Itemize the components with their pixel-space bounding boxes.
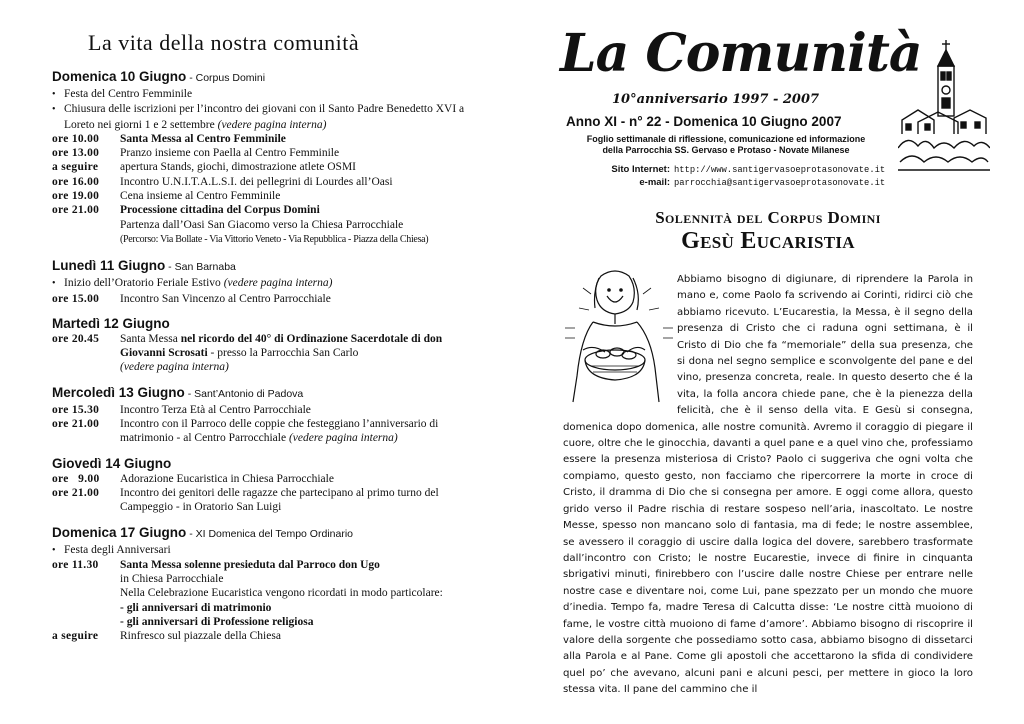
schedule-row: ore 20.45 Santa Messa nel ricordo del 40° di Ordinazione Sacerdotale di don Giovanni Scrosati - presso la Parrocchia San Carlo (vedere pagina interna) [52,332,443,374]
article-kicker: Solennità del Corpus Domini [655,208,881,227]
day-title: Giovedì 14 Giugno [52,455,172,471]
article-title: Gesù Eucaristia [681,228,855,254]
day-title: Mercoledì 13 Giugno - Sant’Antonio di Padova [52,384,304,400]
schedule-heading: La vita della nostra comunità [88,30,360,55]
day-block [52,455,472,515]
schedule-row: ore 21.00 Incontro dei genitori delle ragazze che partecipano al primo turno del Campeggio - in Oratorio San Luigi [52,486,439,514]
day-title: Domenica 10 Giugno - Corpus Domini [52,69,266,84]
masthead [560,23,922,188]
schedule-row: ore 13.00 Pranzo insieme con Paella al Centro Femminile [52,147,340,160]
list-item: • Festa degli Anniversari [52,543,472,558]
tagline: Foglio settimanale di riflessione, comunicazione ed informazione della Parrocchia SS. Gervaso e Protaso - Novate Milanese [586,134,866,155]
newsletter-logo: La Comunità [560,23,922,84]
day-title: Lunedì 11 Giugno - San Barnaba [52,258,236,274]
article-heading [563,208,973,254]
schedule-row: ore 21.00 Incontro con il Parroco delle coppie che festeggiano l’anniversario di matrimonio - al Centro Parrocchiale (vedere pagina interna) [52,418,439,445]
day-title: Domenica 17 Giugno - XI Domenica del Tempo Ordinario [52,524,353,540]
schedule-row: ore 9.00 Adorazione Eucaristica in Chiesa Parrocchiale [52,472,334,485]
schedule-row: ore 15.00 Incontro San Vincenzo al Centro Parrocchiale [52,292,331,305]
schedule-row: ore 16.00 Incontro U.N.I.T.A.L.S.I. dei pellegrini di Lourdes all’Oasi [52,175,393,188]
schedule-row: ore 15.30 Incontro Terza Età al Centro Parrocchiale [52,403,311,416]
contact-info: Sito Internet: http://www.santigervasoeprotasonovate.it e-mail: parrocchia@santigervasoeprotasonovate.it [611,164,886,188]
article-body: Abbiamo bisogno di digiunare, di riprendere la Parola in mano e, come Paolo fa scrivendo ai Corinti, ridirci ciò che abbiamo ricevuto. L’Eucarestia, la Messa, è il segno della presenza di Cristo che ci raduna ogni settimana, è il Cristo di Dio che fa “memoriale” della sua presenza, che si dona nel segno semplice e sconvolgente del pane e del vino, presenza concreta, reale. In questo deserto che é la vita, la folla ancora chiede pane, che è la pienezza della felicità, che è il senso della vita. E Gesù si consegna, domenica dopo domenica, alle nostre comunità. Avremo il coraggio di piegare il cuore, oltre che le ginocchia, davanti a quel pane e a quel vino che, professiamo essere la presenza misteriosa di Cristo? Paolo ci suggeriva che ogni volta che compiamo, questo gesto, non facciamo che ripercorrere la morte in croce di Cristo, il dramma di Dio che si consegna per amore. E oggi come allora, questo grido verso il Padre rischia di restare sospeso nell’aria, inascoltato. Le nostre Messe, spesso non mancano solo di fantasia, ma di fede; le nostre assemblee, se avessero il coraggio di uscire dalla logica del dovere, sarebbero trasformate dall’incontro con Cristo; le nostre Eucarestie, invece di finire in cinquanta sbrigativi minuti, finirebbero con l’uscire dalle nostre Chiese per entrare nelle nostre case e diventare noi, come Lui, pane spezzato per un mondo che muore d’inedia. Tempo fa, madre Teresa di Calcutta disse: ‘Le nostre città muoiono di fame, le vostre città muoiono di fame d’amore’. Abbiamo bisogno di riscoprire il valore della sorgente che possediamo sotto casa, abbiamo bisogno di dissetarci alla Parola e al Pane. Come gli apostoli che accettarono la sfida di condividere quel po’ che avevano, alcuni pani e alcuni pesci, per mettere in gioco la loro stessa vita. Il pane del cammino che il [563,274,973,696]
day-block [52,315,472,375]
list-item: • Chiusura delle iscrizioni per l’incontro dei giovani con il Santo Padre Benedetto XVI a Loreto nei giorni 1 e 2 settembre (vedere pagina interna) [52,102,472,132]
day-title: Martedì 12 Giugno [52,315,170,331]
schedule-row: a seguire Rinfresco sul piazzale della Chiesa [52,630,281,643]
community-schedule [52,30,472,644]
schedule-row: ore 10.00 Santa Messa al Centro Femminile [52,132,286,145]
church-illustration-icon [898,38,990,172]
day-block [52,68,472,247]
schedule-row: ore 11.30 Santa Messa solenne presieduta dal Parroco don Ugo in Chiesa Parrocchiale Nella Celebrazione Eucaristica vengono ricordati in modo particolare: - gli anniversari di matrimonio - gli anniversari di Professione religiosa [52,558,443,629]
email-link[interactable]: parrocchia@santigervasoeprotasonovate.it [674,177,886,188]
schedule-row: ore 21.00 Processione cittadina del Corpus Domini Partenza dall’Oasi San Giacomo verso la Chiesa Parrocchiale (Percorso: Via Bollate - Via Vittorio Veneto - Via Repubblica - Piazza della Chiesa) [52,204,429,245]
anniversary-line: 10°anniversario 1997 - 2007 [612,92,820,107]
day-block [52,524,472,644]
schedule-row: a seguire apertura Stands, giochi, dimostrazione atlete OSMI [52,161,357,174]
website-link[interactable]: http://www.santigervasoeprotasonovate.it [674,165,886,175]
list-item: • Festa del Centro Femminile [52,87,472,102]
issue-line: Anno XI - n° 22 - Domenica 10 Giugno 2007 [566,114,842,129]
illustration-spacer [563,272,677,404]
day-block [52,257,472,306]
schedule-row: ore 19.00 Cena insieme al Centro Femminile [52,190,281,203]
day-block [52,384,472,446]
list-item: • Inizio dell’Oratorio Feriale Estivo (vedere pagina interna) [52,276,472,291]
